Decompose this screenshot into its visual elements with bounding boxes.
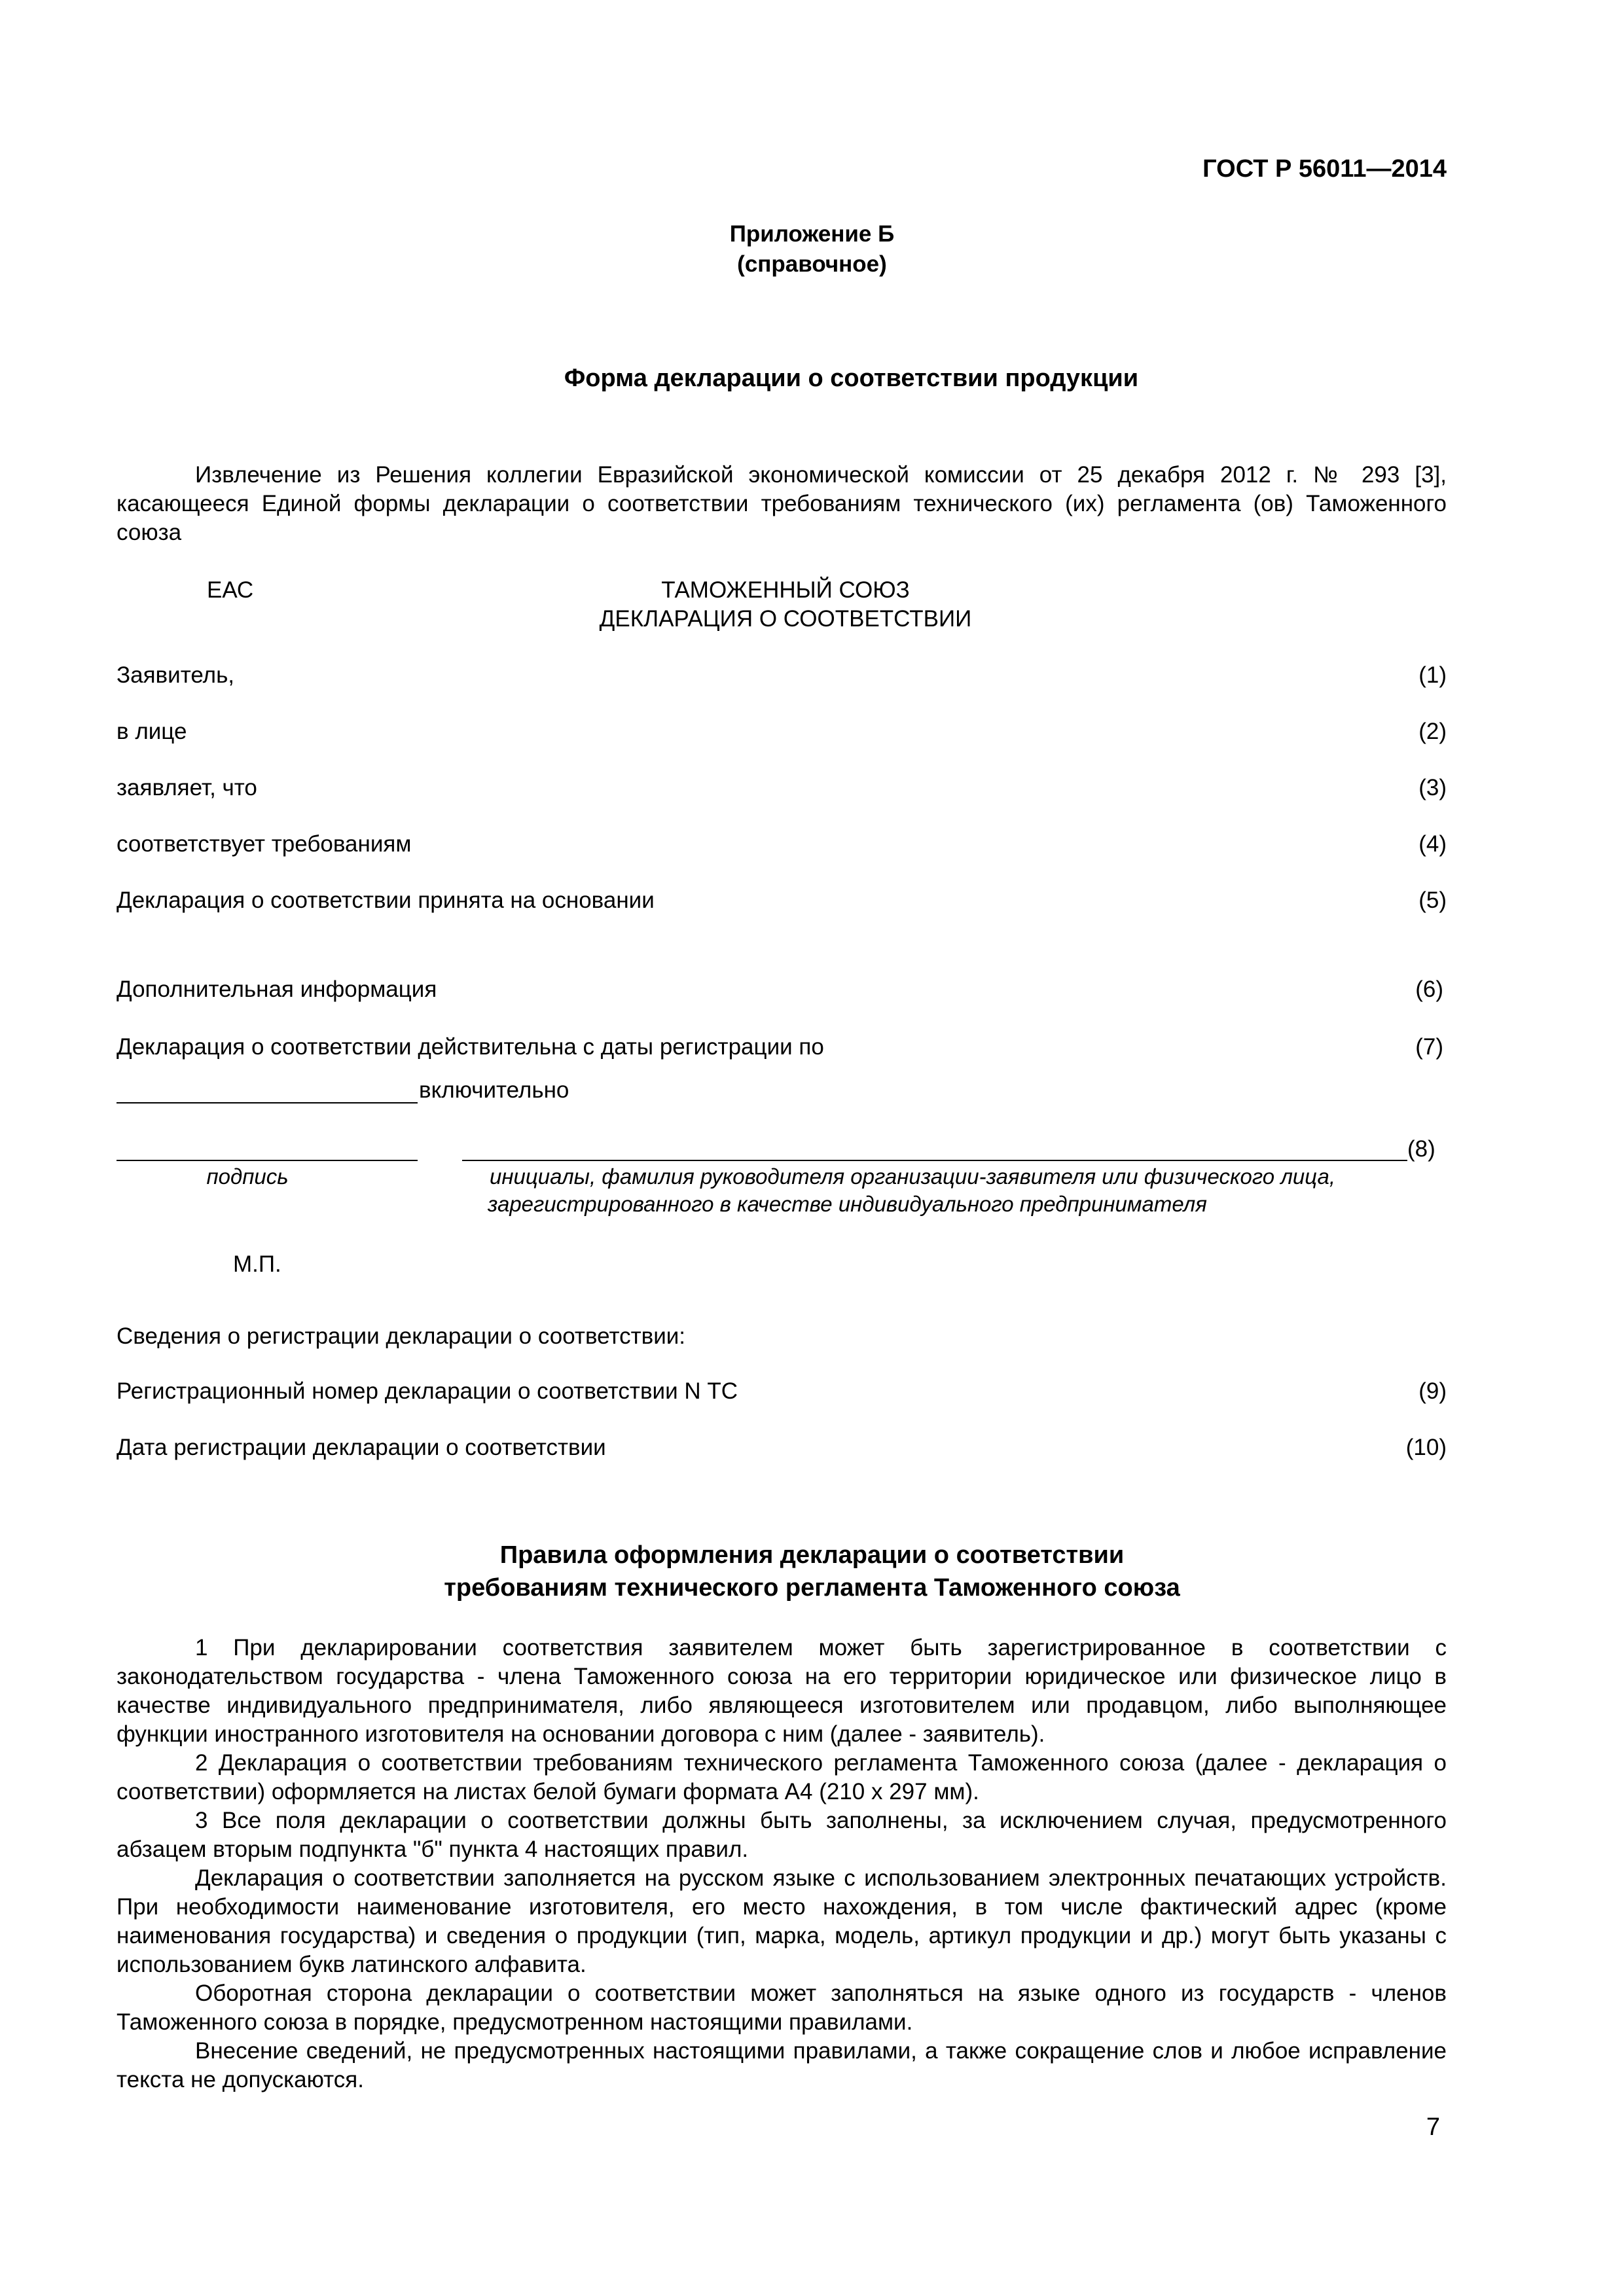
field-number-9: (9): [1418, 1378, 1447, 1404]
page-number: 7: [1426, 2113, 1440, 2141]
rules-paragraph-2: 2 Декларация о соответствии требованиям технического регламента Таможенного союза (далее - декларация о соответствии) оформляется на листах белой бумаги формата А4 (210 х 297 мм).: [117, 1750, 1447, 1804]
eac-mark: ЕАС: [207, 577, 254, 603]
field-number-3: (3): [1418, 775, 1447, 800]
appendix-subtitle: (справочное): [737, 251, 887, 277]
rules-paragraph-3: 3 Все поля декларации о соответствии должны быть заполнены, за исключением случая, предусмотренного абзацем вторым подпункта "б" пункта 4 настоящих правил.: [117, 1808, 1447, 1862]
rules-paragraph-1: 1 При декларировании соответствия заявителем может быть зарегистрированное в соответствии с законодательством государства - члена Таможенного союза на его территории юридическое или физическое лицо в качестве индивидуального предпринимателя, либо являющееся изготовителем или продавцом, либо выполняющее функции иностранного изготовителя на основании договора с ним (далее - заявитель).: [117, 1635, 1447, 1747]
registration-date-label: Дата регистрации декларации о соответствии: [117, 1435, 606, 1460]
standard-header: ГОСТ Р 56011—2014: [1202, 155, 1447, 183]
field-number-10: (10): [1405, 1435, 1447, 1460]
registration-number-label: Регистрационный номер декларации о соответствии N ТС: [117, 1378, 738, 1404]
signature-line: [117, 1160, 418, 1161]
rules-body: [117, 1634, 1447, 2094]
field-label-basis: Декларация о соответствии принята на основании: [117, 888, 655, 913]
rules-title-line-1: Правила оформления декларации о соответствии: [499, 1541, 1125, 1569]
stamp-label: М.П.: [233, 1251, 281, 1277]
registration-header: Сведения о регистрации декларации о соответствии:: [117, 1323, 686, 1349]
field-label-additional-info: Дополнительная информация: [117, 977, 437, 1002]
field-label-complies: соответствует требованиям: [117, 831, 412, 857]
field-number-6: (6): [1415, 977, 1443, 1002]
field-number-4: (4): [1418, 831, 1447, 857]
inclusive-label: включительно: [419, 1077, 569, 1103]
initials-caption-line-1: инициалы, фамилия руководителя организации-заявителя или физического лица,: [490, 1164, 1336, 1189]
rules-paragraph-6: Внесение сведений, не предусмотренных настоящими правилами, а также сокращение слов и любое исправление текста не допускаются.: [117, 2038, 1447, 2092]
main-title: Форма декларации о соответствии продукции: [564, 365, 1139, 392]
field-label-applicant: Заявитель,: [117, 662, 235, 688]
rules-paragraph-4: Декларация о соответствии заполняется на русском языке с использованием электронных печатающих устройств. При необходимости наименование изготовителя, его место нахождения, в том числе фактический адрес (кроме наименования государства) и сведения о продукции (тип, марка, модель, артикул продукции и др.) могут быть указаны с использованием букв латинского алфавита.: [117, 1865, 1447, 1977]
field-number-7: (7): [1415, 1034, 1443, 1060]
field-label-declares: заявляет, что: [117, 775, 257, 800]
rules-paragraph-5: Оборотная сторона декларации о соответствии может заполняться на языке одного из государств - членов Таможенного союза в порядке, предусмотренном настоящими правилами.: [117, 1981, 1447, 2035]
rules-title-line-2: требованиям технического регламента Таможенного союза: [444, 1574, 1180, 1602]
field-number-5: (5): [1418, 888, 1447, 913]
field-number-1: (1): [1418, 662, 1447, 688]
signature-caption: подпись: [206, 1164, 289, 1189]
field-label-validity: Декларация о соответствии действительна с даты регистрации по: [117, 1034, 824, 1060]
field-label-represented-by: в лице: [117, 719, 187, 744]
field-number-2: (2): [1418, 719, 1447, 744]
customs-union-heading: ТАМОЖЕННЫЙ СОЮЗ: [661, 577, 910, 603]
field-number-8: (8): [1407, 1136, 1435, 1162]
appendix-title: Приложение Б: [729, 221, 895, 247]
declaration-heading: ДЕКЛАРАЦИЯ О СООТВЕТСТВИИ: [599, 606, 972, 632]
initials-caption-line-2: зарегистрированного в качестве индивидуального предпринимателя: [488, 1192, 1207, 1216]
intro-paragraph: Извлечение из Решения коллегии Евразийской экономической комиссии от 25 декабря 2012 г. № 293 [3], касающееся Единой формы декларации о соответствии требованиям технического (их) регламента (ов) Таможенного союза: [117, 462, 1447, 545]
initials-line: [462, 1160, 1407, 1161]
validity-date-line: [117, 1102, 418, 1103]
